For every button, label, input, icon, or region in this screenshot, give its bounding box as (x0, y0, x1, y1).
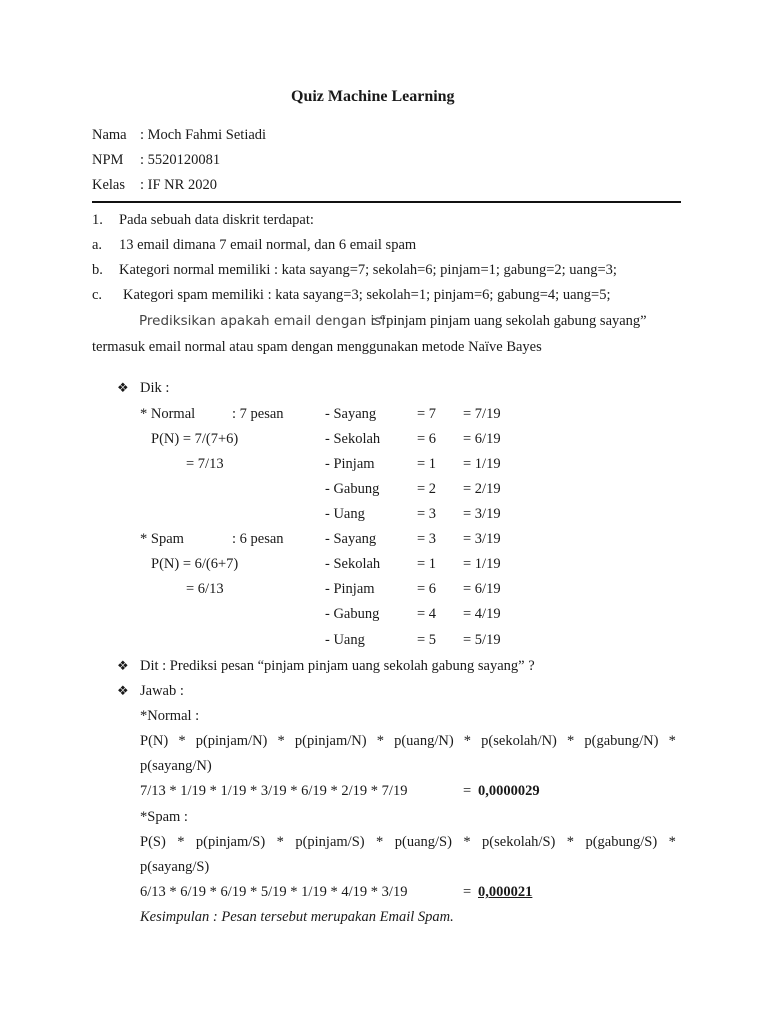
normal-equals: = (463, 783, 472, 799)
normal-count-value: = 1 (417, 456, 437, 472)
spam-word: - Sayang (325, 531, 377, 547)
formula-term: p(pinjam/N) (195, 733, 268, 749)
item-mark-a: a. (92, 237, 103, 253)
normal-word: - Uang (325, 506, 365, 522)
normal-fraction: = 1/19 (463, 456, 501, 472)
spam-count-value: = 6 (417, 581, 437, 597)
formula-term: p(uang/N) (394, 733, 454, 749)
normal-word: - Gabung (325, 481, 380, 497)
spam-count-value: = 3 (417, 531, 437, 547)
normal-fraction: = 3/19 (463, 506, 501, 522)
formula-term: p(sekolah/N) (481, 733, 557, 749)
spam-word: - Pinjam (325, 581, 375, 597)
normal-formula (140, 732, 676, 750)
spam-fraction: = 3/19 (463, 531, 501, 547)
spam-calculation: 6/13 * 6/19 * 6/19 * 5/19 * 1/19 * 4/19 * 3/19 (140, 884, 408, 900)
normal-fraction: = 2/19 (463, 481, 501, 497)
spam-result: 0,000021 (478, 884, 533, 900)
page-title: Quiz Machine Learning (291, 88, 455, 105)
formula-term: P(S) (140, 834, 166, 850)
question-number: 1. (92, 212, 103, 228)
formula-term: * (277, 733, 285, 749)
normal-count-value: = 3 (417, 506, 437, 522)
spam-fraction: = 6/19 (463, 581, 501, 597)
normal-word: - Sekolah (325, 431, 381, 447)
normal-heading: *Normal : (140, 708, 200, 724)
identity-label-kelas: Kelas (92, 177, 126, 193)
spam-fraction: = 4/19 (463, 606, 501, 622)
predict-message: : “pinjam pinjam uang sekolah gabung sayang” (372, 313, 647, 329)
item-text-c: Kategori spam memiliki : kata sayang=3; sekolah=1; pinjam=6; gabung=4; uang=5; (123, 287, 611, 303)
spam-prior-result: = 6/13 (186, 581, 224, 597)
formula-term: * (668, 834, 676, 850)
normal-count-value: = 2 (417, 481, 437, 497)
identity-label-npm: NPM (92, 152, 124, 168)
spam-heading: *Spam : (140, 809, 188, 825)
spam-formula (140, 833, 676, 851)
formula-term: * (376, 733, 384, 749)
formula-term: * (567, 733, 575, 749)
normal-word: - Pinjam (325, 456, 375, 472)
item-mark-c: c. (92, 287, 103, 303)
formula-term: * (276, 834, 284, 850)
normal-count-value: = 7 (417, 406, 437, 422)
formula-term: * (463, 834, 471, 850)
formula-term: * (566, 834, 575, 850)
identity-value-nama: : Moch Fahmi Setiadi (140, 127, 267, 143)
spam-prior: P(N) = 6/(6+7) (151, 556, 239, 572)
normal-calculation: 7/13 * 1/19 * 1/19 * 3/19 * 6/19 * 2/19 * 7/19 (140, 783, 408, 799)
identity-label-nama: Nama (92, 127, 127, 143)
normal-prior-result: = 7/13 (186, 456, 224, 472)
dik-label: Dik : (140, 380, 170, 396)
normal-count: : 7 pesan (232, 406, 284, 422)
spam-fraction: = 5/19 (463, 632, 501, 648)
spam-formula-continued: p(sayang/S) (140, 859, 210, 875)
normal-count-value: = 6 (417, 431, 437, 447)
formula-term: * (178, 733, 186, 749)
predict-method: termasuk email normal atau spam dengan menggunakan metode Naïve Bayes (92, 339, 542, 355)
formula-term: p(pinjam/N) (294, 733, 367, 749)
normal-word: - Sayang (325, 406, 377, 422)
spam-count-value: = 5 (417, 632, 437, 648)
item-text-a: 13 email dimana 7 email normal, dan 6 email spam (119, 237, 417, 253)
spam-count-value: = 4 (417, 606, 437, 622)
spam-count: : 6 pesan (232, 531, 284, 547)
header-divider (92, 201, 681, 203)
normal-formula-continued: p(sayang/N) (140, 758, 212, 774)
spam-word: - Uang (325, 632, 365, 648)
formula-term: P(N) (140, 733, 169, 749)
question-intro: Pada sebuah data diskrit terdapat: (119, 212, 314, 228)
spam-equals: = (463, 884, 472, 900)
formula-term: * (177, 834, 185, 850)
diamond-bullet-icon: ❖ (117, 380, 129, 395)
conclusion: Kesimpulan : Pesan tersebut merupakan Email Spam. (140, 909, 454, 925)
formula-term: p(pinjam/S) (195, 834, 266, 850)
diamond-bullet-icon: ❖ (117, 658, 129, 673)
formula-term: p(gabung/S) (585, 834, 658, 850)
formula-term: p(gabung/N) (584, 733, 659, 749)
spam-word: - Gabung (325, 606, 380, 622)
identity-value-kelas: : IF NR 2020 (140, 177, 217, 193)
spam-fraction: = 1/19 (463, 556, 501, 572)
item-text-b: Kategori normal memiliki : kata sayang=7; sekolah=6; pinjam=1; gabung=2; uang=3; (119, 262, 617, 278)
formula-term: * (463, 733, 472, 749)
spam-count-value: = 1 (417, 556, 437, 572)
normal-result: 0,0000029 (478, 783, 540, 799)
formula-term: p(pinjam/S) (295, 834, 365, 850)
normal-prior: P(N) = 7/(7+6) (151, 431, 239, 447)
jawab-label: Jawab : (140, 683, 184, 699)
spam-class-label: * Spam (140, 531, 184, 547)
formula-term: p(sekolah/S) (482, 834, 556, 850)
formula-term: * (668, 733, 676, 749)
predict-instruction: Prediksikan apakah email dengan isi (139, 313, 386, 329)
normal-fraction: = 7/19 (463, 406, 501, 422)
formula-term: p(uang/S) (394, 834, 452, 850)
identity-value-npm: : 5520120081 (140, 152, 221, 168)
normal-class-label: * Normal (140, 406, 196, 422)
normal-fraction: = 6/19 (463, 431, 501, 447)
item-mark-b: b. (92, 262, 103, 278)
diamond-bullet-icon: ❖ (117, 683, 129, 698)
formula-term: * (376, 834, 384, 850)
spam-word: - Sekolah (325, 556, 381, 572)
dit-text: Dit : Prediksi pesan “pinjam pinjam uang sekolah gabung sayang” ? (140, 658, 535, 674)
